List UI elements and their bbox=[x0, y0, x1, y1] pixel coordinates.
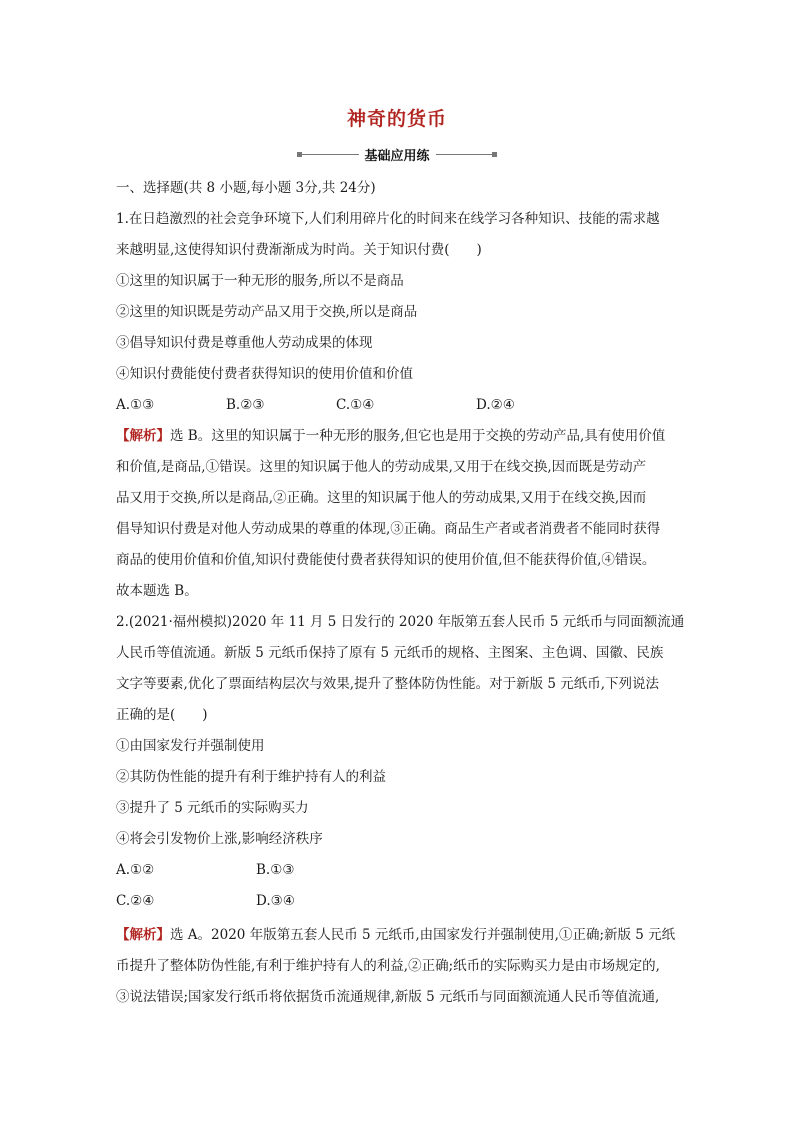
q2-stem-line: 文字等要素,优化了票面结构层次与效果,提升了整体防伪性能。对于新版 5 元纸币,下列说法 bbox=[116, 676, 660, 692]
q2-stem-line: 正确的是( ) bbox=[116, 707, 208, 723]
banner-rule-right bbox=[436, 154, 498, 155]
q2-stem-line: 2.(2021·福州模拟)2020 年 11 月 5 日发行的 2020 年版第五套人民币 5 元纸币与同面额流通 bbox=[116, 614, 685, 630]
q2-option-d: D.③④ bbox=[256, 893, 295, 909]
q1-analysis-line: 和价值,是商品,①错误。这里的知识属于他人的劳动成果,又用于在线交换,因而既是劳动产 bbox=[116, 459, 647, 475]
q1-analysis-line: 倡导知识付费是对他人劳动成果的尊重的体现,③正确。商品生产者或者消费者不能同时获得 bbox=[116, 521, 661, 537]
q2-option-b: B.①③ bbox=[256, 862, 295, 878]
q2-item: ①由国家发行并强制使用 bbox=[116, 738, 265, 754]
q2-analysis-text: 选 A。2020 年版第五套人民币 5 元纸币,由国家发行并强制使用,①正确;新版 5 元纸 bbox=[170, 927, 676, 943]
q1-stem-line: 1.在日趋激烈的社会竞争环境下,人们利用碎片化的时间来在线学习各种知识、技能的需求越 bbox=[116, 211, 660, 227]
q2-analysis-tag: 【解析】 bbox=[116, 927, 170, 943]
q1-option-b: B.②③ bbox=[226, 397, 265, 413]
q1-analysis-tag: 【解析】 bbox=[116, 428, 170, 444]
instructions: 一、选择题(共 8 小题,每小题 3分,共 24分) bbox=[116, 180, 376, 196]
q1-analysis-line bbox=[116, 426, 665, 446]
q1-stem-line: 来越明显,这使得知识付费渐渐成为时尚。关于知识付费( ) bbox=[116, 242, 482, 258]
q2-stem-line: 人民币等值流通。新版 5 元纸币保持了原有 5 元纸币的规格、主图案、主色调、国徽、民族 bbox=[116, 645, 664, 661]
q2-option-a: A.①② bbox=[116, 862, 155, 878]
section-banner bbox=[297, 145, 497, 163]
q2-item: ④将会引发物价上涨,影响经济秩序 bbox=[116, 831, 323, 847]
q1-analysis-line: 品又用于交换,所以是商品,②正确。这里的知识属于他人的劳动成果,又用于在线交换,因而 bbox=[116, 490, 647, 506]
q2-analysis-line: ③说法错误;国家发行纸币将依据货币流通规律,新版 5 元纸币与同面额流通人民币等值流通, bbox=[116, 989, 660, 1005]
q1-item: ①这里的知识属于一种无形的服务,所以不是商品 bbox=[116, 273, 404, 289]
q2-item: ③提升了 5 元纸币的实际购买力 bbox=[116, 800, 309, 816]
page-title: 神奇的货币 bbox=[346, 108, 447, 130]
q1-analysis-line: 故本题选 B。 bbox=[116, 583, 198, 599]
q1-item: ③倡导知识付费是尊重他人劳动成果的体现 bbox=[116, 335, 373, 351]
q1-item: ②这里的知识既是劳动产品又用于交换,所以是商品 bbox=[116, 304, 418, 320]
q1-option-d: D.②④ bbox=[476, 397, 515, 413]
q2-option-c: C.②④ bbox=[116, 893, 155, 909]
q2-analysis-line bbox=[116, 925, 675, 945]
q1-option-a: A.①③ bbox=[116, 397, 155, 413]
q1-item: ④知识付费能使付费者获得知识的使用价值和价值 bbox=[116, 366, 413, 382]
q2-analysis-line: 币提升了整体防伪性能,有利于维护持有人的利益,②正确;纸币的实际购买力是由市场规定的, bbox=[116, 958, 660, 974]
q2-item: ②其防伪性能的提升有利于维护持有人的利益 bbox=[116, 769, 386, 785]
q1-analysis-text: 选 B。这里的知识属于一种无形的服务,但它也是用于交换的劳动产品,具有使用价值 bbox=[170, 428, 666, 444]
q1-option-c: C.①④ bbox=[336, 397, 375, 413]
banner-rule-left bbox=[297, 154, 359, 155]
section-label: 基础应用练 bbox=[364, 148, 430, 164]
q1-analysis-line: 商品的使用价值和价值,知识付费能使付费者获得知识的使用价值,但不能获得价值,④错误。 bbox=[116, 552, 656, 568]
